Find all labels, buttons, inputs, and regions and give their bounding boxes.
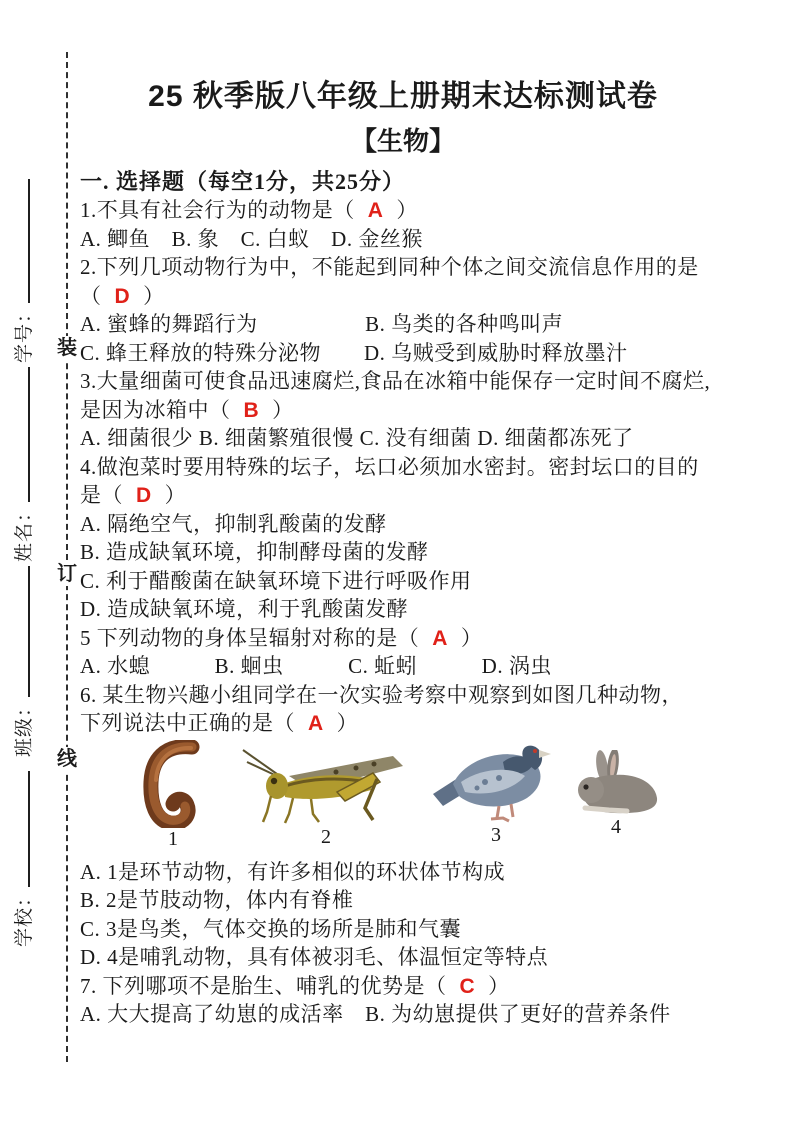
answer-letter: B xyxy=(243,398,260,422)
line-text: A. 细菌很少 B. 细菌繁殖很慢 C. 没有细菌 D. 细菌都冻死了 xyxy=(80,426,634,450)
question-line xyxy=(80,1000,756,1029)
answer-letter: A xyxy=(308,712,324,735)
question-line xyxy=(80,253,756,282)
line-text: ） xyxy=(396,198,418,222)
line-text: ） xyxy=(336,711,359,735)
binding-char-ding: 订 xyxy=(57,563,77,585)
question-line xyxy=(80,282,756,311)
line-text: （ xyxy=(80,283,102,308)
line-text: D. 4是哺乳动物，具有体被羽毛、体温恒定等特点 xyxy=(80,945,549,969)
question-line xyxy=(80,310,756,339)
line-text: B. 2是节肢动物，体内有脊椎 xyxy=(80,888,354,912)
earthworm-image xyxy=(134,740,212,828)
field-label: 姓名： xyxy=(14,501,35,562)
question-line xyxy=(80,858,756,887)
question-line xyxy=(80,567,756,596)
pigeon-image xyxy=(433,738,559,824)
binding-char-xian: 线 xyxy=(57,748,77,770)
exam-subject: 【生物】 xyxy=(350,127,455,156)
answer-letter: D xyxy=(136,484,152,507)
line-text: 2.下列几项动物行为中，不能起到同种个体之间交流信息作用的是 xyxy=(80,255,699,279)
answer-letter: C xyxy=(459,974,476,998)
line-text: 4.做泡菜时要用特殊的坛子，坛口必须加水密封。密封坛口的目的 xyxy=(80,454,699,479)
question-line xyxy=(80,886,756,915)
field-blank-line xyxy=(13,771,30,887)
field-blank-line xyxy=(13,179,30,303)
section-heading: 一. 选择题（每空1分，共25分） xyxy=(80,169,406,194)
figure-label: 1 xyxy=(168,827,178,850)
line-text: C. 蜂王释放的特殊分泌物 D. 乌贼受到威胁时释放墨汁 xyxy=(80,340,628,365)
line-text: B. 造成缺氧环境，抑制酵母菌的发酵 xyxy=(80,540,429,564)
line-text: ） xyxy=(488,973,510,998)
field-label: 学校： xyxy=(14,886,35,947)
student-id-field xyxy=(12,179,38,363)
question-line xyxy=(80,481,756,510)
question-line xyxy=(80,339,756,368)
question-line xyxy=(80,624,756,653)
figure-label: 3 xyxy=(491,823,501,846)
figure-rabbit xyxy=(568,750,664,838)
binding-char-zhuang: 装 xyxy=(57,337,77,359)
grasshopper-image xyxy=(241,746,411,826)
field-blank-line xyxy=(13,566,30,697)
field-blank-line xyxy=(13,367,30,502)
field-label: 学号： xyxy=(14,302,35,363)
question-line xyxy=(80,595,756,624)
line-text: 1.不具有社会行为的动物是（ xyxy=(80,198,355,222)
line-text: C. 3是鸟类，气体交换的场所是肺和气囊 xyxy=(80,916,462,941)
figure-label: 2 xyxy=(321,825,331,848)
line-text: A. 蜜蜂的舞蹈行为 B. 鸟类的各种鸣叫声 xyxy=(80,312,564,336)
line-text: 3.大量细菌可使食品迅速腐烂,食品在冰箱中能保存一定时间不腐烂, xyxy=(80,369,711,393)
question-figures xyxy=(80,738,756,858)
question-line xyxy=(80,225,756,254)
line-text: A. 大大提高了幼崽的成活率 B. 为幼崽提供了更好的营养条件 xyxy=(80,1002,671,1026)
school-field xyxy=(12,771,38,947)
field-label: 班级： xyxy=(14,696,35,757)
question-line xyxy=(80,681,756,710)
line-text: ） xyxy=(164,483,187,507)
line-text: A. 鲫鱼 B. 象 C. 白蚁 D. 金丝猴 xyxy=(80,226,423,251)
line-text: D. 造成缺氧环境，利于乳酸菌发酵 xyxy=(80,597,409,621)
exam-title: 25 秋季版八年级上册期末达标测试卷 xyxy=(148,80,658,113)
question-line xyxy=(80,424,756,453)
line-text: 5 下列动物的身体呈辐射对称的是（ xyxy=(80,625,420,650)
figure-earthworm xyxy=(133,740,213,850)
line-text: 是（ xyxy=(80,483,123,507)
line-text: C. 利于醋酸菌在缺氧环境下进行呼吸作用 xyxy=(80,568,472,593)
line-text: ） xyxy=(272,397,294,422)
question-line xyxy=(80,972,756,1001)
question-line xyxy=(80,367,756,396)
line-text: ） xyxy=(460,625,483,650)
question-line xyxy=(80,943,756,972)
binding-dashed-line xyxy=(66,52,68,1062)
rabbit-image xyxy=(569,750,663,816)
class-field xyxy=(12,566,38,757)
line-text: A. 水螅 B. 蛔虫 C. 蚯蚓 D. 涡虫 xyxy=(80,654,552,678)
question-line xyxy=(80,510,756,539)
question-line xyxy=(80,652,756,681)
question-line xyxy=(80,396,756,425)
figure-label: 4 xyxy=(611,815,621,838)
question-line xyxy=(80,915,756,944)
question-line xyxy=(80,453,756,482)
question-line xyxy=(80,196,756,225)
question-line xyxy=(80,709,756,738)
answer-letter: D xyxy=(114,284,131,308)
exam-content xyxy=(80,0,756,1029)
line-text: ） xyxy=(143,283,165,308)
line-text: 是因为冰箱中（ xyxy=(80,397,231,422)
answer-letter: A xyxy=(367,199,384,222)
figure-pigeon xyxy=(432,738,560,846)
answer-letter: A xyxy=(432,626,448,650)
line-text: 下列说法中正确的是（ xyxy=(80,711,295,735)
line-text: 7. 下列哪项不是胎生、哺乳的优势是（ xyxy=(80,973,447,998)
line-text: 6. 某生物兴趣小组同学在一次实验考察中观察到如图几种动物， xyxy=(80,682,683,707)
line-text: A. 1是环节动物，有许多相似的环状体节构成 xyxy=(80,859,506,884)
question-line xyxy=(80,538,756,567)
name-field xyxy=(12,367,38,562)
figure-grasshopper xyxy=(240,746,412,848)
line-text: A. 隔绝空气，抑制乳酸菌的发酵 xyxy=(80,511,387,536)
